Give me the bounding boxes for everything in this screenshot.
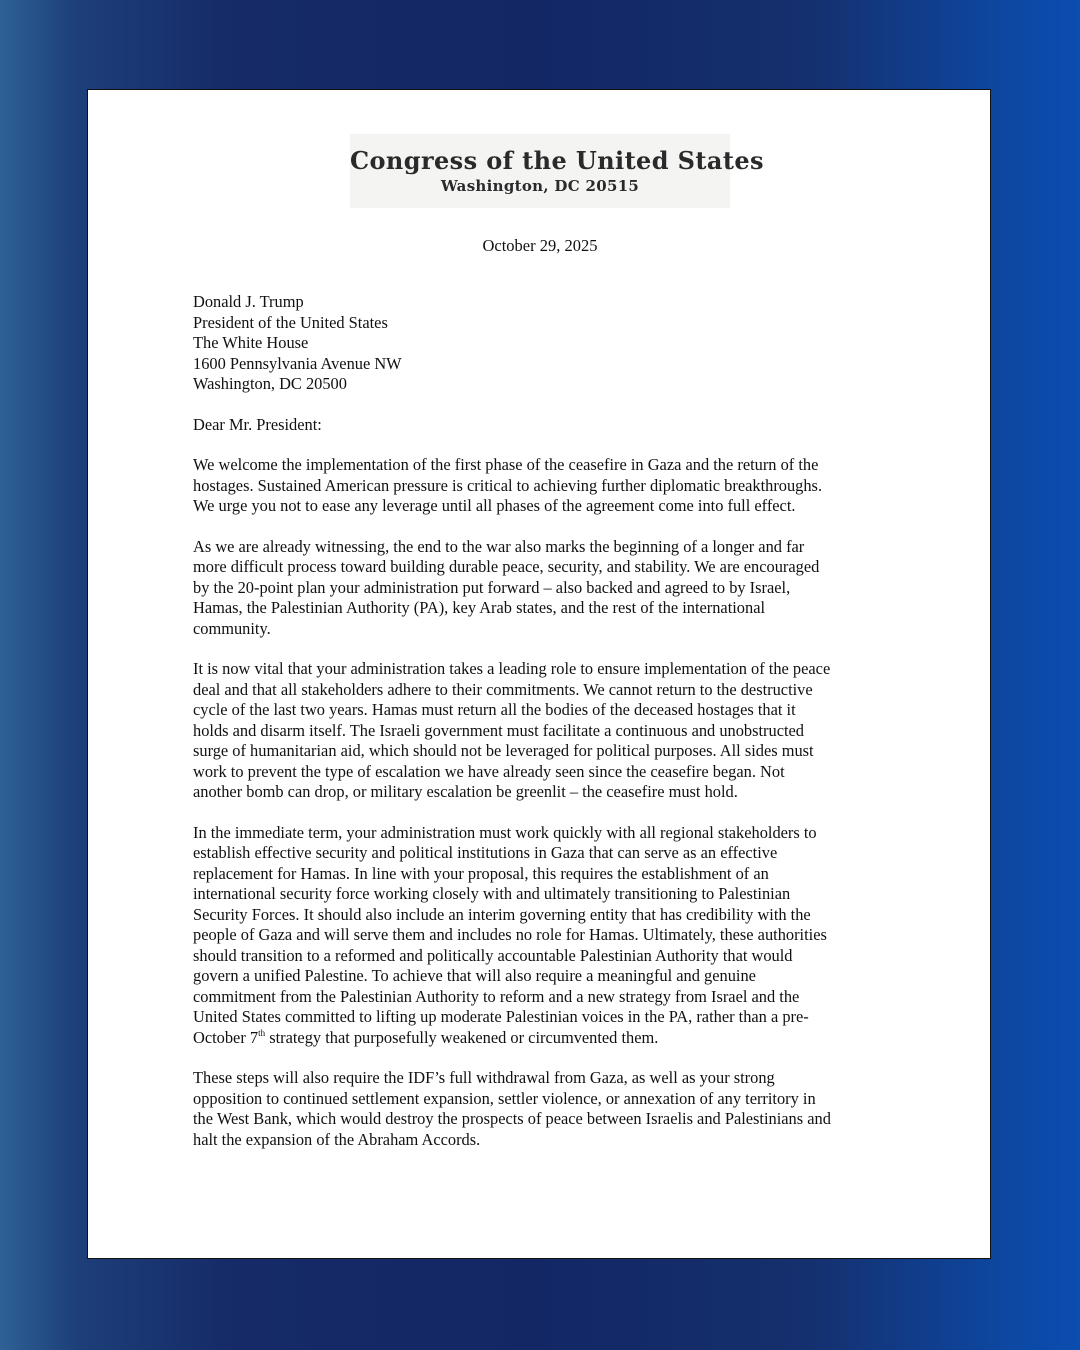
text-line: people of Gaza and will serve them and includes no role for Hamas. Ultimately, these authorities [193, 925, 827, 944]
text-line: Security Forces. It should also include an interim governing entity that has credibility with the [193, 904, 811, 924]
text-segment: October 7 [193, 1027, 259, 1047]
letterhead-title: Congress of the United States [350, 146, 764, 175]
letterhead-address: Washington, DC 20515 [440, 177, 640, 195]
text-line: Hamas, the Palestinian Authority (PA), key Arab states, and the rest of the international [193, 598, 766, 617]
text-line: the West Bank, which would destroy the prospects of peace between Israelis and Palestinians and [193, 1109, 831, 1128]
salutation: Dear Mr. President: [193, 414, 322, 434]
recipient-address [193, 292, 893, 395]
text-line: should transition to a reformed and politically accountable Palestinian Authority that would [193, 945, 793, 965]
letter-date: October 29, 2025 [482, 236, 598, 255]
paragraph [193, 659, 893, 803]
recipient-building: The White House [193, 333, 309, 352]
text-line: cycle of the last two years. Hamas must return all the bodies of the deceased hostages that it [193, 700, 796, 719]
text-line: We urge you not to ease any leverage until all phases of the agreement come into full effect. [193, 496, 796, 515]
paragraph [193, 823, 893, 1049]
recipient-name: Donald J. Trump [193, 292, 304, 311]
text-line: We welcome the implementation of the first phase of the ceasefire in Gaza and the return of the [193, 455, 819, 474]
recipient-title: President of the United States [193, 312, 388, 332]
text-line: As we are already witnessing, the end to the war also marks the beginning of a longer and far [193, 536, 805, 556]
text-line: another bomb can drop, or military escalation be greenlit – the ceasefire must hold. [193, 782, 738, 801]
text-line [193, 1028, 893, 1049]
text-line: surge of humanitarian aid, which should not be leveraged for political purposes. All sides must [193, 741, 814, 760]
text-line: These steps will also require the IDF’s full withdrawal from Gaza, as well as your strong [193, 1068, 775, 1087]
text-line: replacement for Hamas. In line with your proposal, this requires the establishment of an [193, 863, 769, 883]
text-line: commitment from the Palestinian Authority to reform and a new strategy from Israel and the [193, 986, 800, 1006]
text-line: community. [193, 618, 271, 638]
text-line: United States committed to lifting up moderate Palestinian voices in the PA, rather than a pre- [193, 1007, 809, 1026]
letter-body [193, 292, 893, 1150]
text-segment: strategy that purposefully weakened or circumvented them. [265, 1027, 659, 1047]
text-line: It is now vital that your administration takes a leading role to ensure implementation of the peace [193, 659, 831, 678]
text-line: more difficult process toward building durable peace, security, and stability. We are encouraged [193, 557, 820, 576]
paragraph [193, 1068, 893, 1150]
text-line: hostages. Sustained American pressure is critical to achieving further diplomatic breakthroughs. [193, 475, 823, 495]
recipient-street: 1600 Pennsylvania Avenue NW [193, 353, 402, 373]
paragraph [193, 455, 893, 517]
text-line: international security force working closely with and ultimately transitioning to Palestinian [193, 884, 791, 903]
text-line: work to prevent the type of escalation we have already seen since the ceasefire began. Not [193, 761, 785, 781]
text-line: by the 20-point plan your administration put forward – also backed and agreed to by Israel, [193, 577, 791, 597]
letter-page [87, 89, 991, 1259]
letterhead [350, 134, 764, 208]
recipient-city: Washington, DC 20500 [193, 374, 347, 393]
text-line: holds and disarm itself. The Israeli government must facilitate a continuous and unobstructed [193, 720, 805, 740]
text-line: halt the expansion of the Abraham Accords. [193, 1129, 481, 1149]
paragraph [193, 537, 893, 640]
text-line: establish effective security and political institutions in Gaza that can serve as an effective [193, 843, 778, 862]
text-line: In the immediate term, your administration must work quickly with all regional stakeholders to [193, 822, 817, 842]
superscript-ordinal: th [258, 1027, 266, 1038]
text-line: deal and that all stakeholders adhere to their commitments. We cannot return to the destructive [193, 679, 813, 699]
text-line: opposition to continued settlement expansion, settler violence, or annexation of any territory in [193, 1088, 816, 1108]
text-line: govern a unified Palestine. To achieve that will also require a meaningful and genuine [193, 966, 756, 985]
